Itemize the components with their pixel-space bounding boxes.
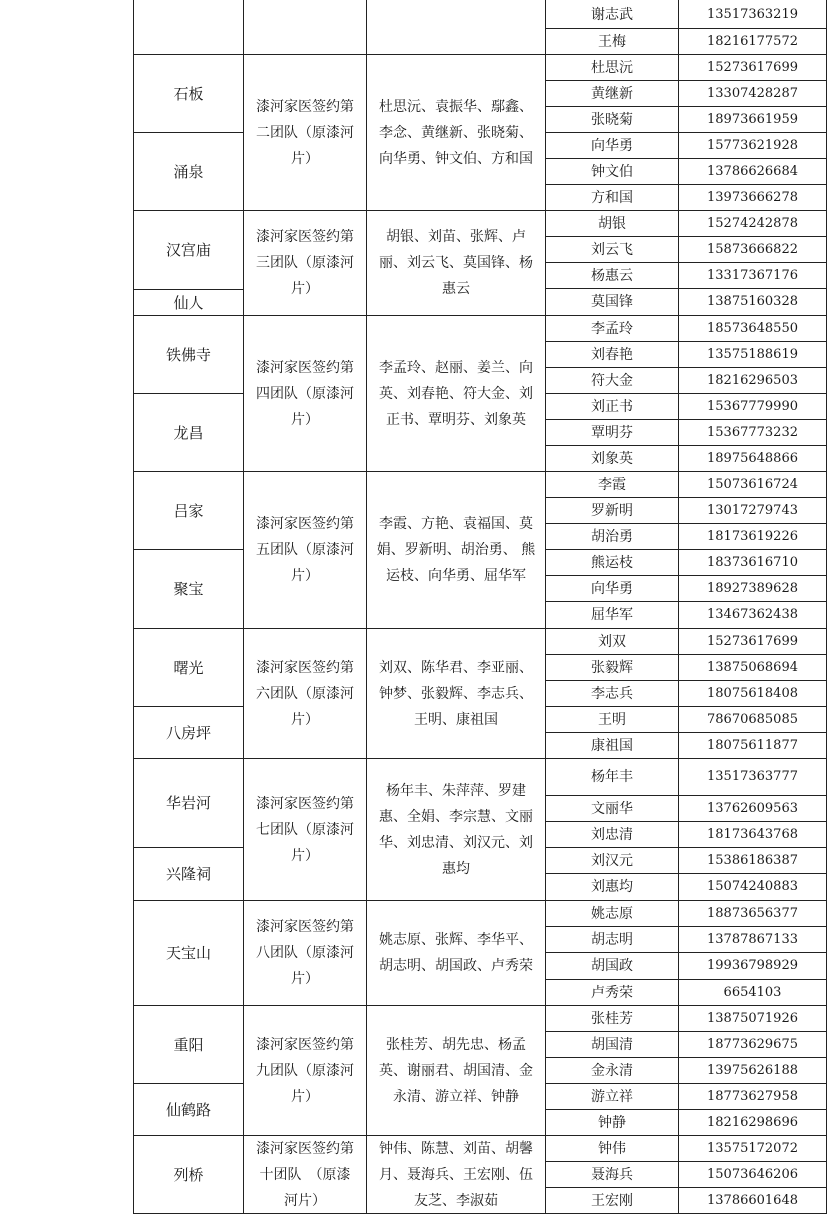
team-members: 钟伟、陈慧、刘苗、胡馨月、聂海兵、王宏刚、伍友芝、李淑茹: [379, 1140, 533, 1209]
contact-name: 杨惠云: [591, 267, 633, 284]
team-members: [367, 1, 545, 54]
team-members: 李霞、方艳、袁福国、莫娟、罗新明、胡治勇、 熊运枝、向华勇、屈华军: [376, 516, 536, 584]
contact-phone: 15367773232: [707, 424, 798, 440]
team-name: 漆河家医签约第十团队 （原漆河片）: [256, 1140, 354, 1209]
contact-phone: 19936798929: [707, 958, 798, 973]
town-name: 仙鹤路: [165, 1100, 211, 1119]
contact-phone: 18216296503: [707, 372, 798, 388]
contact-phone: 18973661959: [707, 111, 798, 127]
contact-name: 胡银: [598, 215, 626, 232]
town-name: 聚宝: [173, 580, 204, 598]
contact-phone: 18873656377: [707, 905, 798, 921]
contact-name: 刘正书: [591, 398, 633, 415]
contact-name: 钟文伯: [591, 163, 633, 180]
town-name: 龙昌: [173, 423, 204, 442]
town-name: 仙人: [173, 293, 204, 312]
team-name: [244, 1, 366, 54]
contact-phone: 18173643768: [707, 826, 798, 842]
team-name: 漆河家医签约第四团队（原漆河片）: [256, 359, 354, 428]
town-name: 重阳: [173, 1035, 204, 1054]
contact-name: 胡国清: [591, 1036, 633, 1053]
team-name: 漆河家医签约第五团队（原漆河片）: [256, 516, 354, 584]
town-name: 曙光: [173, 658, 204, 677]
contact-name: 胡国政: [591, 958, 633, 974]
contact-name: 张晓菊: [591, 111, 633, 128]
contact-phone: 15367779990: [707, 398, 798, 414]
contact-name: 罗新明: [591, 502, 633, 519]
contact-name: 李志兵: [591, 685, 633, 702]
team-members: 杜思沅、袁振华、鄢鑫、李念、黄继新、张晓菊、向华勇、钟文伯、方和国: [379, 98, 533, 167]
contact-name: 莫国锋: [591, 294, 633, 310]
contact-name: 聂海兵: [591, 1166, 633, 1183]
town-name: 铁佛寺: [165, 345, 211, 364]
contact-name: 刘云飞: [591, 241, 633, 258]
town-name: 天宝山: [165, 944, 211, 962]
contact-phone: 13973666278: [707, 189, 798, 205]
team-name: 漆河家医签约第八团队（原漆河片）: [256, 919, 354, 987]
contact-phone: 18373616710: [707, 554, 798, 570]
contact-phone: 18173619226: [707, 528, 798, 544]
contact-phone: 13875071926: [707, 1010, 798, 1026]
town-name: 列桥: [173, 1165, 204, 1184]
contact-name: 姚志原: [591, 905, 633, 922]
contact-phone: 18773629675: [707, 1036, 798, 1052]
contact-phone: 13786601648: [707, 1192, 798, 1208]
contact-name: 金永清: [591, 1062, 633, 1079]
contact-phone: 13017279743: [707, 502, 798, 518]
contact-name: 钟伟: [598, 1140, 626, 1157]
team-members: 胡银、刘苗、张辉、卢丽、刘云飞、莫国锋、杨惠云: [379, 229, 533, 297]
contact-name: 康祖国: [591, 737, 633, 754]
contact-phone: 13875160328: [707, 294, 798, 309]
team-name: 漆河家医签约第三团队（原漆河片）: [256, 229, 354, 297]
contact-name: 方和国: [591, 189, 633, 206]
contact-name: 王明: [598, 711, 626, 728]
contact-name: 文丽华: [591, 800, 633, 817]
contact-phone: 18075611877: [707, 737, 798, 753]
town-name: 石板: [173, 84, 204, 103]
contact-phone: 18573648550: [707, 320, 798, 336]
contact-phone: 18075618408: [707, 685, 798, 701]
team-name: 漆河家医签约第九团队（原漆河片）: [256, 1036, 354, 1105]
contact-phone: 15073646206: [707, 1166, 798, 1182]
team-name: 漆河家医签约第六团队（原漆河片）: [256, 659, 354, 728]
contact-name: 杜思沅: [591, 59, 633, 76]
contact-phone: 13786626684: [707, 163, 798, 179]
town-name: 吕家: [173, 501, 204, 520]
contact-name: 钟静: [598, 1114, 626, 1131]
contact-phone: 18927389628: [707, 580, 798, 596]
town-name: 华岩河: [165, 794, 211, 812]
contact-phone: 13517363777: [707, 769, 798, 784]
town-name: 八房坪: [165, 723, 211, 742]
contact-phone: 18975648866: [707, 450, 798, 466]
contact-phone: 13517363219: [707, 6, 798, 22]
contact-name: 张毅辉: [591, 659, 633, 676]
contact-phone: 13975626188: [707, 1062, 798, 1078]
contact-phone: 15274242878: [707, 215, 798, 231]
contact-phone: 15273617699: [707, 633, 798, 649]
contact-name: 刘象英: [591, 450, 633, 467]
contact-name: 刘春艳: [591, 346, 633, 363]
team-members: 杨年丰、朱萍萍、罗建惠、全娟、李宗慧、文丽华、刘忠清、刘汉元、刘惠均: [379, 782, 533, 877]
contact-name: 刘惠均: [591, 879, 633, 895]
town-name: 兴隆祠: [165, 865, 211, 883]
contact-name: 李霞: [598, 476, 626, 493]
contact-phone: 15073616724: [707, 476, 798, 492]
contact-phone: 15273617699: [707, 59, 798, 75]
team-members: 刘双、陈华君、李亚丽、钟梦、张毅辉、李志兵、王明、康祖国: [379, 659, 533, 728]
contact-name: 张桂芳: [591, 1010, 633, 1027]
contact-name: 刘双: [598, 633, 626, 650]
contact-phone: 18773627958: [707, 1088, 798, 1104]
contact-name: 向华勇: [591, 137, 633, 154]
contact-phone: 6654103: [723, 984, 782, 1000]
contact-phone: 13875068694: [707, 659, 798, 675]
contact-name: 谢志武: [591, 6, 633, 23]
team-name: 漆河家医签约第二团队（原漆河片）: [256, 98, 354, 167]
contact-phone: 18216298696: [707, 1114, 798, 1130]
contact-phone: 13307428287: [707, 85, 798, 101]
contact-name: 屈华军: [591, 607, 633, 623]
contact-name: 向华勇: [591, 580, 633, 597]
team-members: 张桂芳、胡先忠、杨孟英、谢丽君、胡国清、金永清、游立祥、钟静: [379, 1036, 533, 1105]
contact-name: 王宏刚: [591, 1192, 633, 1209]
contact-name: 符大金: [591, 372, 633, 389]
contact-name: 胡治勇: [591, 528, 633, 545]
contact-phone: 13317367176: [707, 267, 798, 283]
contact-phone: 15074240883: [707, 879, 798, 894]
contact-name: 熊运枝: [591, 554, 633, 571]
contact-phone: 13575172072: [707, 1140, 798, 1156]
contact-name: 刘汉元: [591, 852, 633, 869]
town-name: 涌泉: [173, 162, 204, 181]
contact-name: 黄继新: [591, 85, 633, 102]
contact-phone: 15773621928: [707, 137, 798, 153]
contact-name: 游立祥: [591, 1088, 633, 1105]
contact-phone: 18216177572: [707, 33, 798, 49]
contact-name: 杨年丰: [591, 769, 633, 785]
contact-name: 卢秀荣: [591, 984, 633, 1001]
contact-phone: 15386186387: [707, 852, 798, 868]
contact-name: 王梅: [598, 33, 626, 50]
contact-name: 李孟玲: [591, 320, 633, 337]
team-members: 姚志原、张辉、李华平、胡志明、胡国政、卢秀荣: [379, 932, 533, 974]
contact-phone: 13787867133: [707, 931, 798, 947]
contact-phone: 13467362438: [707, 607, 798, 622]
contact-name: 覃明芬: [591, 424, 633, 441]
contact-phone: 15873666822: [707, 241, 798, 257]
contact-name: 刘忠清: [591, 826, 633, 843]
contact-name: 胡志明: [591, 931, 633, 948]
town-name: 汉宫庙: [165, 241, 211, 259]
team-members: 李孟玲、赵丽、姜兰、向英、刘春艳、符大金、刘正书、覃明芬、刘象英: [379, 359, 533, 428]
contact-phone: 78670685085: [707, 711, 798, 727]
contact-phone: 13575188619: [707, 346, 798, 362]
team-name: 漆河家医签约第七团队（原漆河片）: [256, 795, 354, 864]
contact-phone: 13762609563: [707, 800, 798, 816]
